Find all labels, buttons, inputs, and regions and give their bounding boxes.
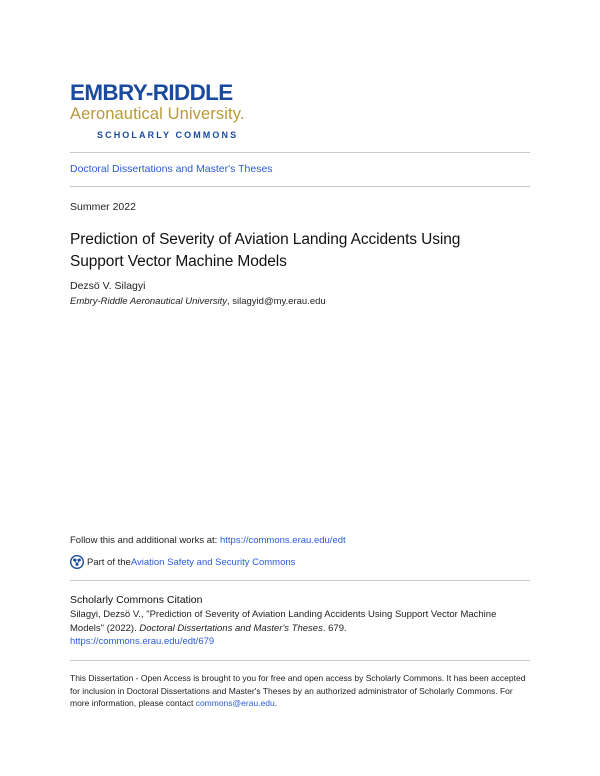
university-logo[interactable] [70,82,310,140]
citation-heading: Scholarly Commons Citation [70,594,203,606]
divider-series [70,186,530,187]
part-of-prefix: Part of the [87,556,131,568]
document-title: Prediction of Severity of Aviation Landing Accidents Using Support Vector Machine Models [70,231,461,270]
logo-wordmark: EMBRY-RIDDLE [70,80,233,105]
logo-commons: SCHOLARLY COMMONS [97,130,239,140]
access-notice [70,672,530,710]
citation-series: Doctoral Dissertations and Master's Theses [139,622,323,634]
author-name: Dezsö V. Silagyi [70,280,146,292]
citation-body [70,608,530,649]
publication-date: Summer 2022 [70,201,136,213]
citation-link[interactable]: https://commons.erau.edu/edt/679 [70,636,215,647]
network-icon [70,555,84,569]
citation-text: Silagyi, Dezsö V., "Prediction of Severity of Aviation Landing Accidents Using Support Vector Machine Models" (2022). [70,609,497,634]
notice-text: This Dissertation - Open Access is brought to you for free and open access by Scholarly Commons. It has been accepted for inclusion in Doctoral Dissertations and Master's Theses by an authorized administrator of Scholarly Commons. For more information, please contact [70,673,526,708]
author-affiliation [70,296,326,307]
contact-email-link[interactable]: commons@erau.edu [195,698,275,708]
series-link[interactable]: Doctoral Dissertations and Master's Theses [70,163,273,175]
follow-text: Follow this and additional works at: [70,535,220,546]
divider-notice [70,660,530,661]
affiliation-institution: Embry-Riddle Aeronautical University [70,296,227,307]
follow-line [70,535,346,546]
affiliation-email: , silagyid@my.erau.edu [226,296,326,307]
divider-top [70,152,530,153]
part-of-line [70,555,295,569]
discipline-link[interactable]: Aviation Safety and Security Commons [130,556,296,568]
notice-end: . [274,698,278,708]
citation-number: . 679. [322,622,347,634]
logo-subtitle: Aeronautical University. [70,105,245,123]
divider-citation [70,580,530,581]
follow-link[interactable]: https://commons.erau.edu/edt [219,535,346,546]
